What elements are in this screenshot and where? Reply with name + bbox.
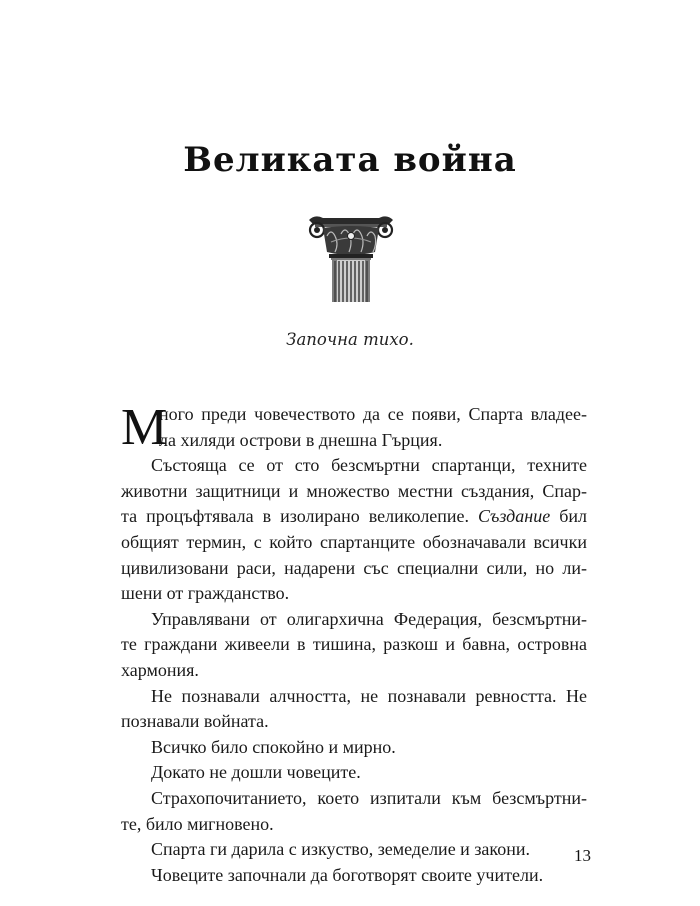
italic-term: Създание [478, 506, 551, 527]
body-line: Докато не дошли човеците. [151, 762, 361, 783]
body-line: познавали войната. [121, 711, 269, 732]
body-line: общият термин, с който спартанците обозначавали всички [121, 531, 587, 552]
body-line: ного преди човечеството да се появи, Спарта владее- [159, 404, 587, 424]
body-line-tail: бил [550, 506, 587, 527]
body-line: животни защитници и множество местни създания, Спар- [121, 480, 587, 501]
body-line: Всичко било спокойно и мирно. [151, 736, 396, 757]
chapter-title: Великата война [183, 140, 517, 180]
body-line-text: та процъфтявала в изолирано великолепие. [121, 506, 479, 527]
body-line: Човеците започнали да боготворят своите учители. [151, 864, 544, 885]
body-line: те граждани живеели в тишина, разкош и бавна, островна [121, 634, 587, 655]
page-number: 13 [574, 846, 591, 865]
body-line: цивилизовани раси, надарени със специални сили, но ли- [121, 557, 587, 578]
body-line [121, 504, 587, 530]
drop-cap: М [121, 399, 168, 456]
body-line: Състояща се от сто безсмъртни спартанци, техните [151, 455, 587, 476]
epigraph: Започна тихо. [286, 330, 414, 349]
body-line: Управлявани от олигархична Федерация, безсмъртни- [151, 608, 587, 629]
body-line: хармония. [121, 659, 199, 680]
body-line: ла хиляди острови в днешна Гърция. [159, 429, 443, 450]
corinthian-column-icon [305, 206, 397, 302]
body-line: те, било мигновено. [121, 813, 274, 834]
body-text [121, 399, 587, 888]
body-line: Не познавали алчността, не познавали ревността. Не [151, 685, 587, 706]
body-line: Страхопочитанието, което изпитали към безсмъртни- [151, 787, 587, 808]
body-line: шени от гражданство. [121, 583, 290, 604]
body-line: Спарта ги дарила с изкуство, земеделие и закони. [151, 839, 531, 860]
